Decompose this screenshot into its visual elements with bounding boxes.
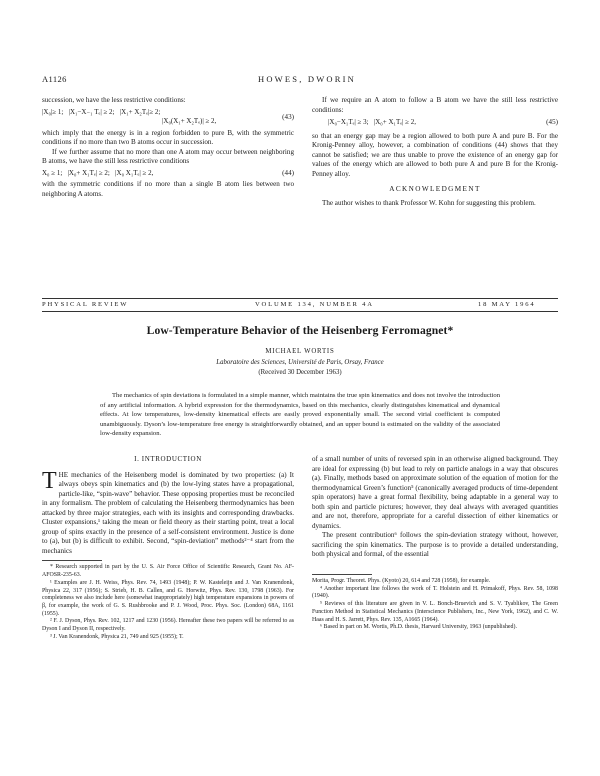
prev-left-para-3: If we further assume that no more than one A atom may occur between neighboring B atoms, we have the still less restrictive conditions xyxy=(42,147,294,166)
equation-43-line-1: |X₀|≥ 1; |X₁−X₋₁ Tₑ| ≥ 2; |X₁+ X₂Tₑ|≥ 2; xyxy=(42,107,161,116)
equation-43-line-2: |X₀(X₁+ X₂Tₑ)| ≥ 2, xyxy=(162,117,217,126)
equation-44-line: X₀ ≥ 1; |X₀+ X₁Tₑ| ≥ 2; |X₀ X₁Tₑ| ≥ 2, xyxy=(42,168,154,177)
prev-right-para-2: so that an energy gap may be a region allowed to both pure A and pure B. For the Kronig-Penney alloy, however, a combination of conditions (44) shows that they cannot be satisfied; we are thus unable to prove the existence of an energy gap for values of the energy which are allowed to both pure A and pure B for the Kronig-Penney alloy. xyxy=(312,131,558,178)
acknowledgment-heading: ACKNOWLEDGMENT xyxy=(389,185,481,194)
footnote-3-continued: Morita, Progr. Theoret. Phys. (Kyoto) 20, 614 and 728 (1958), for example. xyxy=(312,578,491,585)
page-number: A1126 xyxy=(42,74,67,84)
running-title: HOWES, DWORIN xyxy=(258,74,357,84)
article-author: MICHAEL WORTIS xyxy=(265,348,335,355)
footnotes-right xyxy=(312,578,558,632)
footnote-rule-right xyxy=(312,574,372,575)
footnote-2: ² F. J. Dyson, Phys. Rev. 102, 1217 and 1230 (1956). Hereafter these two papers will be referred to as Dyson I and Dyson II, respectively. xyxy=(42,618,294,633)
acknowledgment-text: The author wishes to thank Professor W. Kohn for suggesting this problem. xyxy=(322,198,536,207)
footnote-3: ³ J. Van Kranendonk, Physica 21, 749 and 925 (1955); T. xyxy=(50,633,184,640)
footnote-6: ⁶ Based in part on M. Wortis, Ph.D. thesis, Harvard University, 1963 (unpublished). xyxy=(320,624,517,631)
journal-rule-bottom xyxy=(42,311,558,312)
intro-para-1 xyxy=(42,467,294,557)
equation-43-number: (43) xyxy=(282,112,294,121)
article-affiliation: Laboratoire des Sciences, Université de Paris, Orsay, France xyxy=(216,359,384,366)
equation-43 xyxy=(42,108,294,127)
footnote-funding: * Research supported in part by the U. S. Air Force Office of Scientific Research, Grant No. AF-AFOSR-235-63. xyxy=(42,564,294,579)
prev-article-right-column xyxy=(312,96,558,208)
footnote-4: ⁴ Another important line follows the work of T. Holstein and H. Primakoff, Phys. Rev. 58, 1098 (1940). xyxy=(312,585,558,600)
section-heading-introduction: I. INTRODUCTION xyxy=(134,455,202,463)
intro-right-column xyxy=(312,455,558,632)
footnote-rule xyxy=(42,560,102,561)
drop-cap: T xyxy=(42,467,57,494)
journal-name: PHYSICAL REVIEW xyxy=(42,301,129,308)
journal-date: 18 MAY 1964 xyxy=(478,301,536,308)
equation-44-number: (44) xyxy=(282,168,294,177)
journal-rule-top xyxy=(42,298,558,299)
article-abstract: The mechanics of spin deviations is formulated in a simple manner, which maintains the true spin kinematics and does not involve the introduction of any artificial information. A hybrid expression for the thermodynamics, based on this mechanics, clearly distinguishes kinematical and dynamical effects. At low temperatures, low-density kinematical effects are easily proved exponentially small. The second virial coefficient is computed unambiguously. Dyson’s low-temperature free energy is straightforwardly obtained, and an upper bound is estimated on the validity of the associated low-density expansion. xyxy=(100,392,500,438)
journal-volume: VOLUME 134, NUMBER 4A xyxy=(255,301,374,308)
footnote-5: ⁵ Reviews of this literature are given in V. L. Bonch-Bruevich and S. V. Tyablikov, The Green Function Method in Statistical Mechanics (Interscience Publishers, Inc., New York, 1962), and C. W. Haas and H. S. Jarrett, Phys. Rev. 135, A1665 (1964). xyxy=(312,601,558,623)
equation-45-number: (45) xyxy=(546,118,558,127)
intro-para-1-continued: of a small number of units of reversed spin in an otherwise aligned background. They are ideal for expressing (b) but lead to rely on particle analogs in a way that obscures (a). Finally, methods based on approximate solution of the equation of motion for the thermodynamical Green’s function⁵ (canonically averaged products of time-dependent spin operators) have a great formal flexibility, being adaptable in a general way to both spin and particle pictures; however, they deal always with averaged quantities and are not, therefore, appropriate for a careful dissection of either kinematics or dynamics. xyxy=(312,455,558,530)
equation-44 xyxy=(42,169,294,179)
prev-left-para-1: succession, we have the less restrictive conditions: xyxy=(42,96,186,104)
article-received: (Received 30 December 1963) xyxy=(258,369,342,376)
prev-left-para-4: with the symmetric conditions if no more than a single B atom lies between two neighboring A atoms. xyxy=(42,180,294,198)
prev-article-left-column xyxy=(42,96,294,199)
article-title: Low-Temperature Behavior of the Heisenberg Ferromagnet* xyxy=(146,324,454,337)
prev-left-para-2: which imply that the energy is in a region forbidden to pure B, with the symmetric conditions if no more than two B atoms occur in succession. xyxy=(42,128,294,147)
footnotes-left xyxy=(42,564,294,641)
footnote-1: ¹ Examples are J. H. Weiss, Phys. Rev. 74, 1493 (1948); P. W. Kasteleijn and J. Van Kranendonk, Physica 22, 317 (1956); S. Strieb, H. B. Callen, and G. Horwitz, Phys. Rev. 130, 1798 (1963). For completeness we also include here (somewhat inappropriately) high temperature expansions in powers of β, for example, the work of G. S. Rushbrooke and P. J. Wood, Proc. Phys. Soc. (London) 68A, 1161 (1955). xyxy=(42,579,294,617)
intro-para-1-text: HE mechanics of the Heisenberg model is dominated by two properties: (a) It always obeys spin kinematics and (b) the low-lying states have a propagational, particle-like, “spin-wave” behavior. These opposing properties must be reconciled in any formalism. The problem of calculating the Heisenberg thermodynamics has been attacked by three major strategies, each with its insights and corresponding drawbacks. Cluster expansions,¹ taking the mean or field theory as their starting point, treat a local group of spins exactly in the presence of a self-consistent environment. Justice is done to (a), but (b) is difficult to exhibit. Second, “spin-deviation” methods²⁻⁴ start from the mechanics xyxy=(42,470,294,555)
intro-left-column xyxy=(42,455,294,642)
equation-45-line: |X₀−X₁Tₑ| ≥ 3; |X₀+ X₁Tₑ| ≥ 2, xyxy=(328,118,417,127)
equation-45 xyxy=(312,118,558,128)
prev-right-para-1: If we require an A atom to follow a B atom we have the still less restrictive conditions: xyxy=(312,96,558,114)
intro-para-2: The present contribution⁶ follows the spin-deviation strategy without, however, sacrificing the spin kinematics. The purpose is to provide a detailed understanding, both physical and formal, of the essential xyxy=(312,531,558,559)
